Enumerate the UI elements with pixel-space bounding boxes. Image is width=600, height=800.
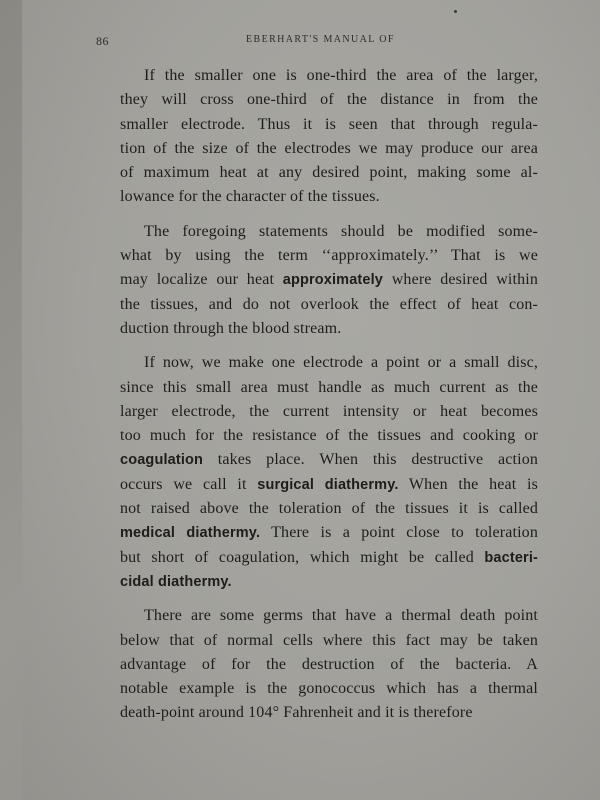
bold-term: coagulation [120,452,204,469]
text-run: occurs we call it [120,475,258,493]
text-line [96,113,538,137]
page-header [96,34,566,52]
text-run: If now, we make one electrode a point or a small disc, [144,354,538,372]
text-run: may localize our heat [120,271,283,289]
text-line [96,376,538,400]
text-run: of maximum heat at any desired point, making some al- [120,164,538,182]
text-line [96,244,538,268]
text-run: takes place. When this destructive action [203,451,538,469]
bold-term: bacteri- [484,549,538,566]
running-head: EBERHART'S MANUAL OF [246,34,395,45]
text-line [96,220,538,244]
text-run: the tissues, and do not overlook the effect of heat con- [120,295,538,313]
text-run: advantage of for the destruction of the bacteria. A [120,655,538,673]
paragraph [96,604,538,725]
text-run: death-point around 104° Fahrenheit and it is therefore [120,704,473,722]
text-run: where desired within [383,271,538,289]
text-run: There are some germs that have a thermal death point [144,607,538,625]
text-run: When the heat is [398,475,538,493]
text-line [96,137,538,161]
page-number: 86 [96,34,109,48]
text-line [96,424,538,448]
paragraph [96,351,538,594]
paragraph [96,64,538,210]
text-line [96,546,538,570]
text-line [96,570,538,594]
text-run: notable example is the gonococcus which has a thermal [120,680,538,698]
text-line [96,473,538,497]
bold-term: approximately [282,272,384,289]
text-line [96,317,538,341]
book-page [22,0,600,800]
text-run: tion of the size of the electrodes we may produce our area [120,139,538,157]
text-line [96,677,538,701]
text-run: There is a point close to toleration [260,524,538,542]
text-run: what by using the term ‘‘approximately.’’ That is we [120,247,538,265]
text-run: The foregoing statements should be modified some- [144,222,538,240]
text-run: not raised above the toleration of the tissues it is called [120,500,538,518]
text-line [96,653,538,677]
text-run: since this small area must handle as much current as the [120,378,538,396]
bold-term: medical diathermy. [120,525,261,542]
paragraph [96,220,538,341]
page-speck [454,10,457,13]
text-line [96,161,538,185]
body-text [96,64,538,736]
text-run: duction through the blood stream. [120,319,342,337]
text-run: smaller electrode. Thus it is seen that through regula- [120,115,538,133]
text-run: larger electrode, the current intensity or heat becomes [120,402,538,420]
text-line [96,448,538,472]
text-line [96,64,538,88]
text-line [96,293,538,317]
text-line [96,268,538,292]
text-run: below that of normal cells where this fact may be taken [120,631,538,649]
text-line [96,604,538,628]
text-run: If the smaller one is one-third the area of the larger, [144,67,538,84]
text-run: lowance for the character of the tissues. [120,188,380,206]
text-line [96,497,538,521]
bold-term: cidal diathermy. [120,573,232,590]
text-line [96,701,538,725]
text-line [96,351,538,375]
text-line [96,521,538,545]
text-run: but short of coagulation, which might be called [120,548,485,566]
text-run: too much for the resistance of the tissues and cooking or [120,427,538,445]
text-line [96,88,538,112]
text-run: they will cross one-third of the distance in from the [120,91,538,109]
bold-term: surgical diathermy. [257,476,399,493]
text-line [96,185,538,209]
text-line [96,629,538,653]
text-line [96,400,538,424]
